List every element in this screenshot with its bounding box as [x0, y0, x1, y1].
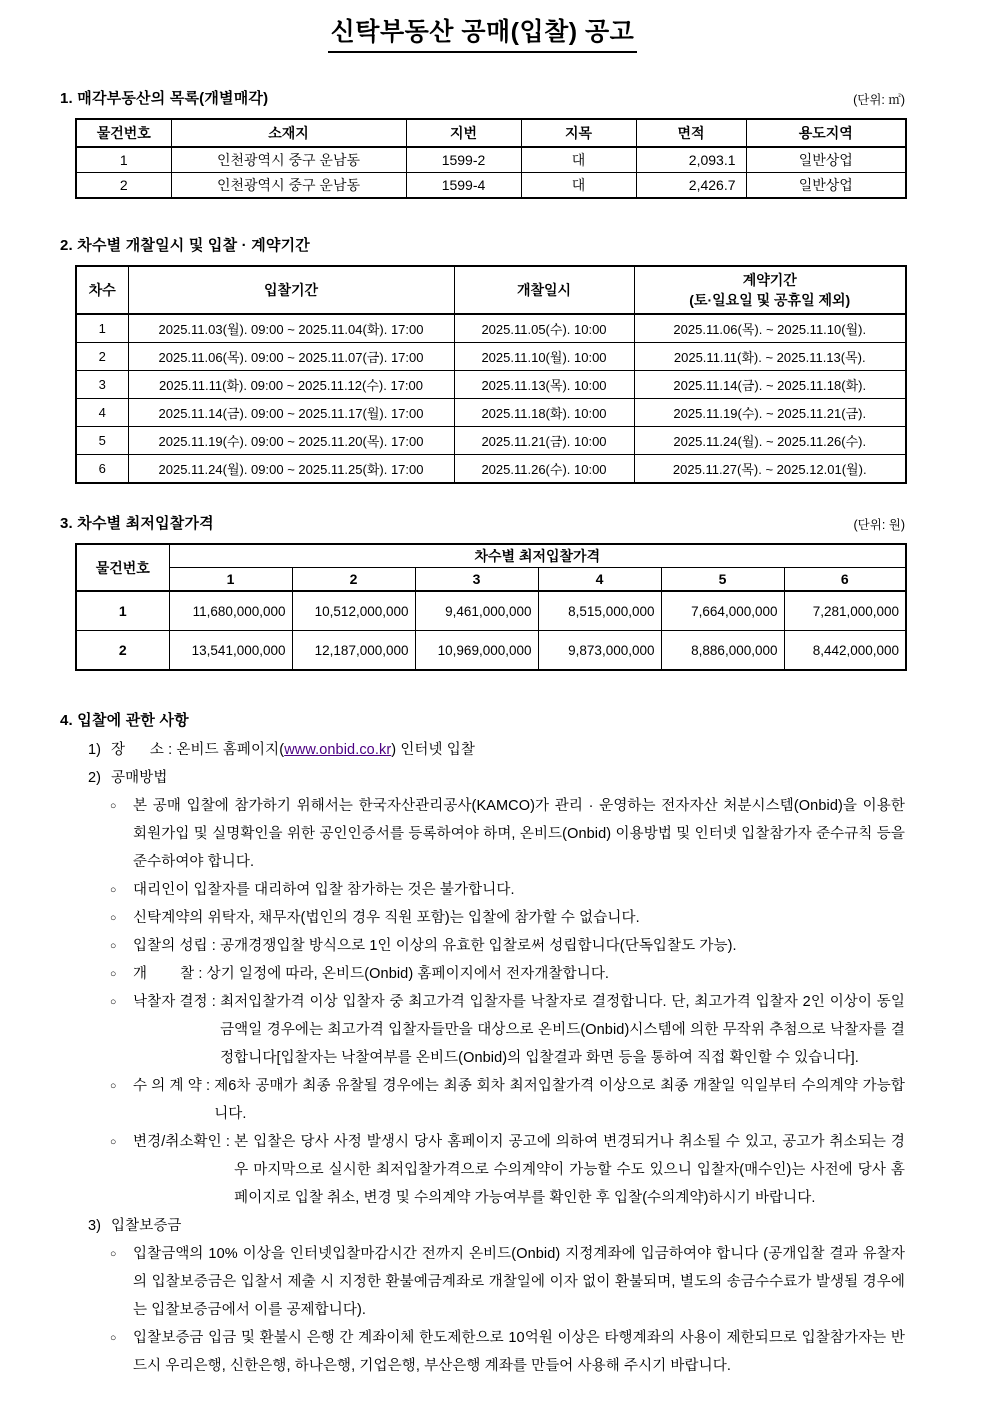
- table-cell: 2025.11.05(수). 10:00: [454, 314, 634, 343]
- table-cell: 2025.11.19(수). ~ 2025.11.21(금).: [634, 399, 906, 427]
- bullet-text: 본 입찰은 당사 사정 발생시 당사 홈페이지 공고에 의하여 변경되거나 취소될 수 있고, 공고가 취소되는 경우 마지막으로 실시한 최저입찰가격으로 수의계약이 가능할 수도 있으니 입찰자(매수인)는 사전에 당사 홈페이지로 입찰 취소, 변경 및 수의계약 가능여부를 확인한 후 입찰(수의계약)하시기 바랍니다.: [234, 1134, 905, 1206]
- table-row: [76, 631, 906, 671]
- section1-heading: [60, 87, 268, 108]
- table-row: [76, 399, 906, 427]
- column-header: 1: [169, 568, 292, 592]
- list-number: 1): [88, 742, 102, 758]
- table-cell: 2025.11.14(금). ~ 2025.11.18(화).: [634, 371, 906, 399]
- table-cell: 1599-4: [406, 173, 521, 199]
- table-cell: 6: [76, 455, 128, 484]
- bullet-text: 신탁계약의 위탁자, 채무자(법인의 경우 직원 포함)는 입찰에 참가할 수 없습니다.: [133, 910, 640, 926]
- bullet-label: 입찰의 성립 :: [133, 938, 221, 954]
- table-cell: 2025.11.21(금). 10:00: [454, 427, 634, 455]
- circle-bullet-icon: ○: [110, 968, 117, 980]
- bullet-item: [110, 988, 905, 1072]
- column-header: [634, 266, 906, 314]
- bullet-item: [110, 960, 905, 988]
- column-header: 4: [538, 568, 661, 592]
- onbid-link[interactable]: www.onbid.co.kr: [284, 742, 392, 758]
- table-row: [76, 591, 906, 631]
- place-text-after: ) 인터넷 입찰: [391, 742, 475, 758]
- table-cell: 2025.11.06(목). 09:00 ~ 2025.11.07(금). 17:00: [128, 343, 454, 371]
- table-row: [76, 173, 906, 199]
- page-title: 신탁부동산 공매(입찰) 공고: [328, 12, 638, 53]
- column-header: 입찰기간: [128, 266, 454, 314]
- bid-deposit-bullets: [110, 1240, 905, 1380]
- table-cell: 2025.11.14(금). 09:00 ~ 2025.11.17(월). 17:00: [128, 399, 454, 427]
- circle-bullet-icon: ○: [110, 884, 117, 896]
- table-cell: 2025.11.06(목). ~ 2025.11.10(월).: [634, 314, 906, 343]
- table-cell: 2025.11.13(목). 10:00: [454, 371, 634, 399]
- bullet-item: [110, 792, 905, 876]
- table-cell: 2025.11.03(월). 09:00 ~ 2025.11.04(화). 17:00: [128, 314, 454, 343]
- table-cell: 10,969,000,000: [415, 631, 538, 671]
- section2-heading: 2. 차수별 개찰일시 및 입찰 · 계약기간: [60, 237, 310, 254]
- column-header: 물건번호: [76, 544, 169, 591]
- column-header: 용도지역: [746, 119, 906, 147]
- column-header: 5: [661, 568, 784, 592]
- table-cell: 2: [76, 343, 128, 371]
- bid-schedule-table: [75, 265, 907, 484]
- bullet-text: 최저입찰가격 이상 입찰자 중 최고가격 입찰자를 낙찰자로 결정합니다. 단, 최고가격 입찰자 2인 이상이 동일금액일 경우에는 최고가격 입찰자들만을 대상으로 온비드(Onbid)시스템에 의한 무작위 추첨으로 낙찰자를 결정합니다[입찰자는 낙찰여부를 온비드(Onbid)의 입찰결과 화면 등을 통하여 직접 확인할 수 있습니다].: [220, 994, 905, 1066]
- table-cell: 9,873,000,000: [538, 631, 661, 671]
- bullet-item: [110, 1240, 905, 1324]
- bullet-item: [110, 1072, 905, 1128]
- circle-bullet-icon: ○: [110, 912, 117, 924]
- table-row: [76, 371, 906, 399]
- table-cell: 2,426.7: [636, 173, 746, 199]
- table-cell: 2025.11.18(화). 10:00: [454, 399, 634, 427]
- table-cell: 2: [76, 173, 171, 199]
- table-row: [76, 314, 906, 343]
- table-cell: 3: [76, 371, 128, 399]
- table-cell: 2025.11.11(화). 09:00 ~ 2025.11.12(수). 17:00: [128, 371, 454, 399]
- table-cell: 12,187,000,000: [292, 631, 415, 671]
- bullet-text: 상기 일정에 따라, 온비드(Onbid) 홈페이지에서 전자개찰합니다.: [206, 966, 610, 982]
- circle-bullet-icon: ○: [110, 1248, 117, 1260]
- column-header: 개찰일시: [454, 266, 634, 314]
- table-cell: 일반상업: [746, 147, 906, 173]
- circle-bullet-icon: ○: [110, 1332, 117, 1344]
- table-row: [76, 147, 906, 173]
- list-item-bid-deposit: [88, 1212, 905, 1240]
- column-header: 지목: [521, 119, 636, 147]
- bullet-label: 낙찰자 결정 :: [133, 994, 221, 1010]
- table-header-row: [76, 119, 906, 147]
- list-number: 2): [88, 770, 102, 786]
- table-cell: 대: [521, 173, 636, 199]
- bid-deposit-label: 입찰보증금: [111, 1218, 182, 1234]
- bullet-text: 입찰보증금 입금 및 환불시 은행 간 계좌이체 한도제한으로 10억원 이상은 타행계좌의 사용이 제한되므로 입찰참가자는 반드시 우리은행, 신한은행, 하나은행, 기업은행, 부산은행 계좌를 만들어 사용해 주시기 바랍니다.: [133, 1330, 905, 1374]
- table-cell: 2: [76, 631, 169, 671]
- bullet-item: [110, 876, 905, 904]
- table-cell: 9,461,000,000: [415, 591, 538, 631]
- section3-unit-label: (단위: 원): [853, 518, 905, 532]
- list-item-place: [88, 736, 905, 764]
- column-header: 3: [415, 568, 538, 592]
- bullet-item: [110, 932, 905, 960]
- table-cell: 8,442,000,000: [784, 631, 906, 671]
- section1-heading-paren: (개별매각): [199, 90, 269, 107]
- table-row: [76, 455, 906, 484]
- table-cell: 4: [76, 399, 128, 427]
- table-header-row: [76, 266, 906, 314]
- circle-bullet-icon: ○: [110, 996, 117, 1008]
- bullet-text: 입찰금액의 10% 이상을 인터넷입찰마감시간 전까지 온비드(Onbid) 지정계좌에 입금하여야 합니다 (공개입찰 결과 유찰자의 입찰보증금은 입찰서 제출 시 지정한 환불예금계좌로 개찰일에 이자 없이 환불되며, 별도의 송금수수료가 발생될 경우에는 입찰보증금에서 이를 공제합니다).: [133, 1246, 905, 1318]
- list-item-sale-method: [88, 764, 905, 792]
- column-header: 지번: [406, 119, 521, 147]
- minimum-bid-price-table: [75, 543, 907, 671]
- table-cell: 2,093.1: [636, 147, 746, 173]
- circle-bullet-icon: ○: [110, 1136, 117, 1148]
- column-header: 면적: [636, 119, 746, 147]
- place-text-before: 온비드 홈페이지(: [176, 742, 285, 758]
- bullet-item: [110, 1324, 905, 1380]
- place-label: 장 소 :: [111, 742, 177, 758]
- table-cell: 7,664,000,000: [661, 591, 784, 631]
- contract-period-line1: 계약기간: [742, 272, 797, 288]
- circle-bullet-icon: ○: [110, 940, 117, 952]
- section1-heading-main: 1. 매각부동산의 목록: [60, 90, 200, 107]
- sale-method-bullets: [110, 792, 905, 1212]
- bullet-item: [110, 904, 905, 932]
- sale-method-label: 공매방법: [111, 770, 168, 786]
- table-cell: 2025.11.26(수). 10:00: [454, 455, 634, 484]
- section1-unit-label: (단위: ㎡): [853, 93, 905, 107]
- table-cell: 1: [76, 591, 169, 631]
- table-cell: 2025.11.27(목). ~ 2025.12.01(월).: [634, 455, 906, 484]
- table-cell: 인천광역시 중구 운남동: [171, 147, 406, 173]
- list-number: 3): [88, 1218, 102, 1234]
- section3-heading: 3. 차수별 최저입찰가격: [60, 515, 214, 532]
- table-cell: 2025.11.11(화). ~ 2025.11.13(목).: [634, 343, 906, 371]
- table-cell: 2025.11.19(수). 09:00 ~ 2025.11.20(목). 17:00: [128, 427, 454, 455]
- table-row: [76, 343, 906, 371]
- table-cell: 1: [76, 314, 128, 343]
- column-header: 차수: [76, 266, 128, 314]
- table-cell: 1: [76, 147, 171, 173]
- table-cell: 일반상업: [746, 173, 906, 199]
- property-list-table: [75, 118, 907, 199]
- bullet-text: 본 공매 입찰에 참가하기 위해서는 한국자산관리공사(KAMCO)가 관리 · 운영하는 전자자산 처분시스템(Onbid)을 이용한 회원가입 및 실명확인을 위한 공인인증서를 등록하여야 하며, 온비드(Onbid) 이용방법 및 인터넷 입찰참가자 준수규칙 등을 준수하여야 합니다.: [133, 798, 905, 870]
- table-cell: 2025.11.24(월). 09:00 ~ 2025.11.25(화). 17:00: [128, 455, 454, 484]
- circle-bullet-icon: ○: [110, 1080, 117, 1092]
- bullet-label: 변경/취소확인 :: [133, 1134, 235, 1150]
- bullet-text: 대리인이 입찰자를 대리하여 입찰 참가하는 것은 불가합니다.: [133, 882, 515, 898]
- table-cell: 7,281,000,000: [784, 591, 906, 631]
- table-cell: 2025.11.24(월). ~ 2025.11.26(수).: [634, 427, 906, 455]
- table-header-row: [76, 568, 906, 592]
- table-cell: 13,541,000,000: [169, 631, 292, 671]
- contract-period-line2: (토·일요일 및 공휴일 제외): [689, 292, 851, 308]
- table-cell: 11,680,000,000: [169, 591, 292, 631]
- bullet-label: 개 찰 :: [133, 966, 207, 982]
- table-cell: 1599-2: [406, 147, 521, 173]
- table-cell: 8,515,000,000: [538, 591, 661, 631]
- circle-bullet-icon: ○: [110, 800, 117, 812]
- column-header: 2: [292, 568, 415, 592]
- section4-heading: 4. 입찰에 관한 사항: [60, 712, 189, 729]
- column-header: 6: [784, 568, 906, 592]
- bullet-label: 수 의 계 약 :: [133, 1078, 215, 1094]
- column-header: 물건번호: [76, 119, 171, 147]
- column-header: 소재지: [171, 119, 406, 147]
- bullet-item: [110, 1128, 905, 1212]
- table-cell: 10,512,000,000: [292, 591, 415, 631]
- bullet-text: 제6차 공매가 최종 유찰될 경우에는 최종 회차 최저입찰가격 이상으로 최종 개찰일 익일부터 수의계약 가능합니다.: [214, 1078, 905, 1122]
- column-header-group: 차수별 최저입찰가격: [169, 544, 906, 568]
- table-cell: 대: [521, 147, 636, 173]
- table-cell: 2025.11.10(월). 10:00: [454, 343, 634, 371]
- table-cell: 5: [76, 427, 128, 455]
- table-cell: 8,886,000,000: [661, 631, 784, 671]
- table-header-row: [76, 544, 906, 568]
- table-row: [76, 427, 906, 455]
- bullet-text: 공개경쟁입찰 방식으로 1인 이상의 유효한 입찰로써 성립합니다(단독입찰도 가능).: [220, 938, 737, 954]
- table-cell: 인천광역시 중구 운남동: [171, 173, 406, 199]
